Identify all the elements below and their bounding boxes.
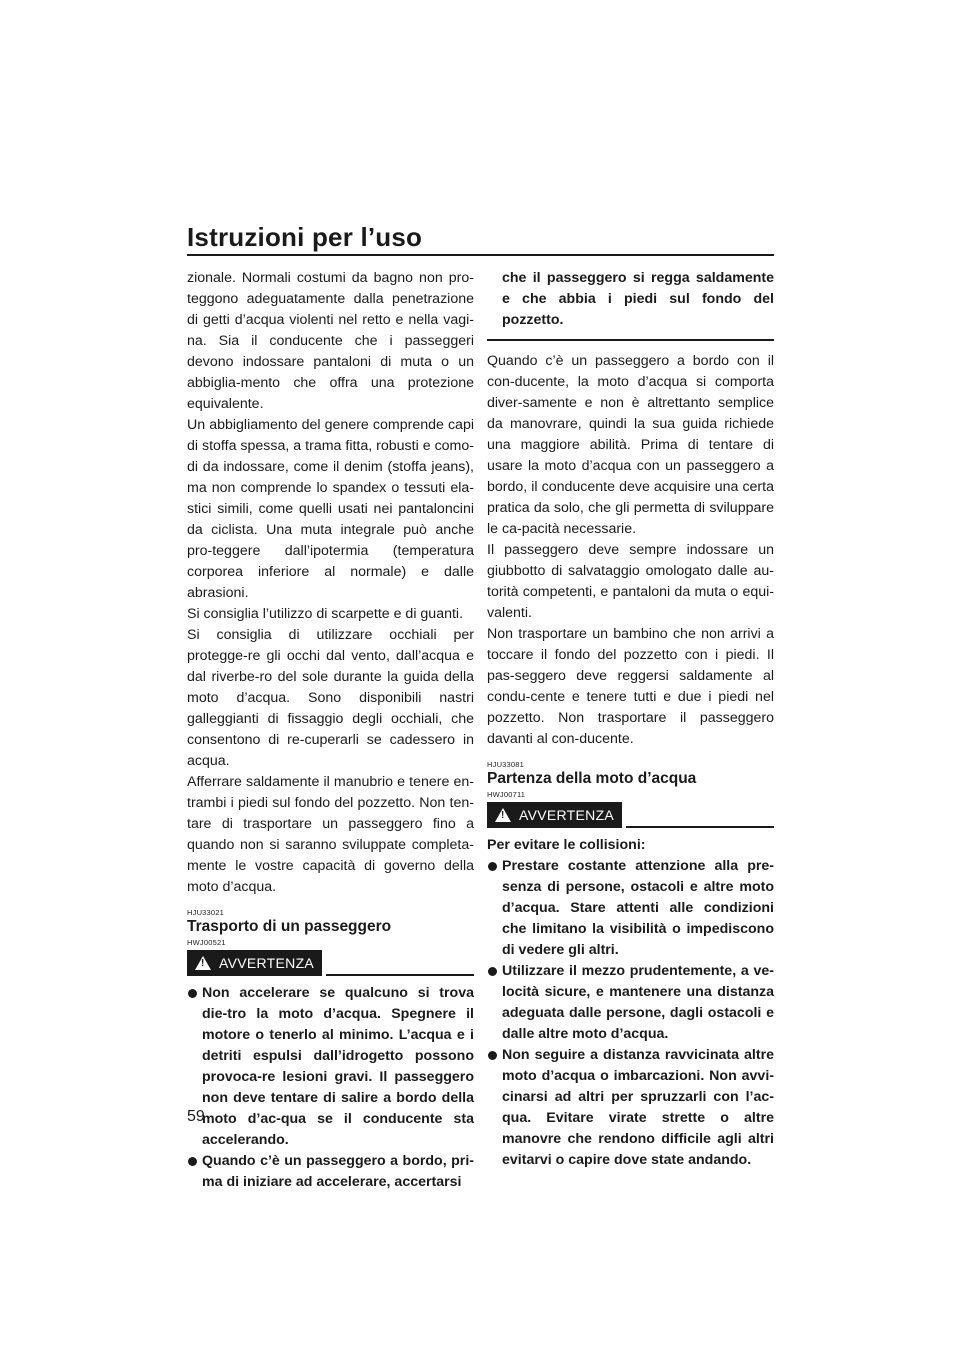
header-rule [187, 254, 774, 256]
page-title: Istruzioni per l’uso [187, 222, 423, 252]
section-code: HJU33081 [487, 760, 525, 769]
warning-continuation: che il passeggero si regga saldamente e che abbia i piedi sul fondo del pozzetto. [502, 270, 774, 328]
left-column [187, 268, 474, 1193]
paragraph: Si consiglia di utilizzare occhiali per protegge-re gli occhi dal vento, dall’acqua e dal riverbe-ro del sole durante la guida della moto d’acqua. Sono disponibili nastri galleggianti di fissaggio degli occhiali, che consentono di re-cuperarli se cadessero in acqua. [187, 627, 474, 769]
page-number: 59 [187, 1108, 205, 1125]
warning-rule [326, 974, 474, 976]
paragraph: Non trasportare un bambino che non arrivi a toccare il fondo del pozzetto con i piedi. Il pas-seggero deve reggersi saldamente al condu-cente e tenere tutti e due i piedi nel pozzetto. Non trasportare il passeggero davanti al con-ducente. [487, 626, 774, 747]
section-code: HJU33021 [187, 908, 225, 917]
paragraph: Un abbigliamento del genere comprende capi di stoffa spessa, a trama fitta, robusti e como-di da indossare, come il denim (stoffa jeans), ma non comprende lo spandex o tessuti ela-stici simili, come quelli usati nei pantaloncini da ciclista. Una muta integrale può anche pro-teggere dall’ipotermia (temperatura corporea inferiore al normale) e dalle abrasioni. [187, 417, 474, 601]
paragraph: zionale. Normali costumi da bagno non pro-teggono adeguatamente dalla penetrazione di getti d’acqua violenti nel retto e nella vagi-na. Sia il conducente che i passeggeri devono indossare pantaloni di muta o un abbiglia-mento che offra una protezione equivalente. [187, 270, 474, 412]
warning-icon: ! [195, 956, 211, 970]
list-item: Utilizzare il mezzo prudentemente, a ve-locità sicure, e mantenere una distanza adeguata dalle persone, dagli ostacoli e dalle altre moto d’acqua. [487, 961, 774, 1045]
warning-list [487, 856, 774, 1171]
list-item: Non seguire a distanza ravvicinata altre moto d’acqua o imbarcazioni. Non avvi-cinarsi ad altri per spruzzarli con l’ac-qua. Evitare virate strette o altre manovre che rendono difficile agli altri evitarvi o capire dove state andando. [487, 1045, 774, 1171]
section-heading: Partenza della moto d’acqua [487, 770, 697, 787]
paragraph: Il passeggero deve sempre indossare un giubbotto di salvataggio omologato dalle au-torità competenti, e pantaloni da muta o equi-valenti. [487, 542, 774, 621]
warning-list [187, 983, 474, 1193]
paragraph: Afferrare saldamente il manubrio e tenere en-trambi i piedi sul fondo del pozzetto. Non ten-tare di trasportare un passeggero fino a quando non si saranno sviluppate completa-mente le vostre capacità di governo della moto d’acqua. [187, 774, 474, 895]
warning-intro: Per evitare le collisioni: [487, 837, 646, 853]
warning-code: HWJ00711 [487, 790, 526, 799]
right-column [487, 268, 774, 1171]
warning-label: AVVERTENZA [519, 806, 615, 823]
section-heading: Trasporto di un passeggero [187, 918, 392, 935]
warning-code: HWJ00521 [187, 938, 226, 947]
list-item: Quando c’è un passeggero a bordo, pri-ma di iniziare ad accelerare, accertarsi [187, 1151, 474, 1193]
warning-rule [626, 826, 774, 828]
warning-header [487, 802, 774, 828]
warning-end-rule [487, 339, 774, 341]
warning-icon: ! [495, 808, 511, 822]
warning-header [187, 950, 474, 976]
paragraph: Si consiglia l’utilizzo di scarpette e di guanti. [187, 606, 464, 622]
warning-label: AVVERTENZA [219, 954, 315, 971]
warning-badge [187, 950, 322, 976]
list-item: Non accelerare se qualcuno si trova die-tro la moto d’acqua. Spegnere il motore o tenerlo al minimo. L’acqua e i detriti espulsi dall’idrogetto possono provoca-re lesioni gravi. Il passeggero non deve tentare di salire a bordo della moto d’ac-qua se il conducente sta accelerando. [187, 983, 474, 1151]
paragraph: Quando c’è un passeggero a bordo con il con-ducente, la moto d’acqua si comporta diver-samente e non è altrettanto semplice da manovrare, quindi la sua guida richiede una maggiore abilità. Prima di tentare di usare la moto d’acqua con un passeggero a bordo, il conducente deve acquisire una certa pratica da solo, che gli permetta di sviluppare le ca-pacità necessarie. [487, 353, 774, 537]
list-item: Prestare costante attenzione alla pre-senza di persone, ostacoli e altre moto d’acqua. Stare attenti alle condizioni che limitano la visibilità o impediscono di vedere gli altri. [487, 856, 774, 961]
warning-badge [487, 802, 622, 828]
